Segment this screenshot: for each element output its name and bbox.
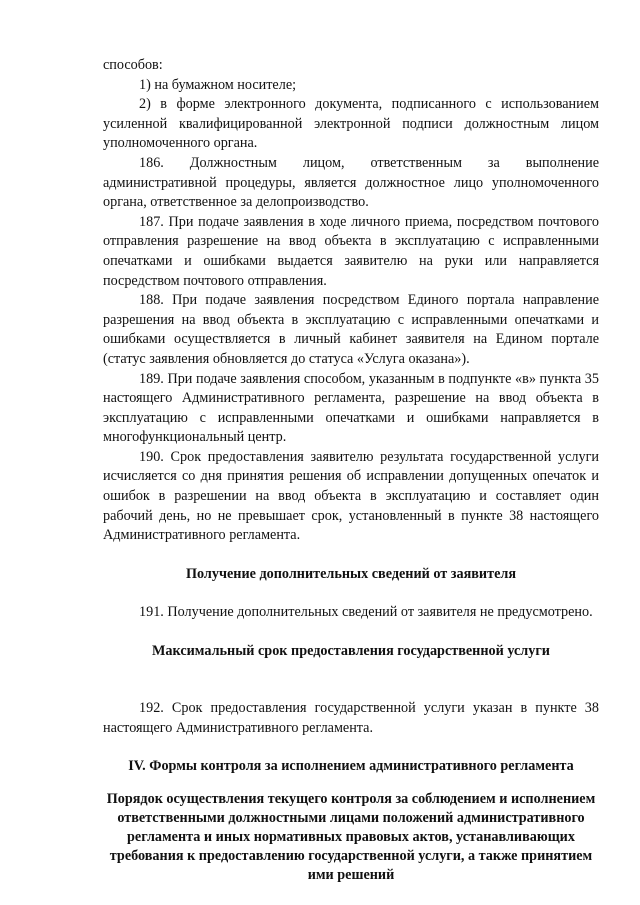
section-heading: Получение дополнительных сведений от заявителя [185, 565, 516, 582]
list-item: 1) на бумажном носителе; [139, 76, 297, 93]
section-heading: Максимальный срок предоставления государственной услуги [152, 643, 550, 660]
paragraph-189: 189. При подаче заявления способом, указанным в подпункте «в» пункта 35 настоящего Административного регламента, разрешение на ввод объекта в эксплуатацию с исправленными опечатками и ошибками направляется в многофункциональный центр. [103, 370, 599, 446]
paragraph-187: 187. При подаче заявления в ходе личного приема, посредством почтового отправления разрешение на ввод объекта в эксплуатацию с исправленными опечатками и ошибками выдается заявителю на руки или направляется посредством почтового отправления. [103, 213, 599, 289]
subsection-heading: Порядок осуществления текущего контроля за соблюдением и исполнением ответственными должностными лицами положений административного регламента и иных нормативных правовых актов, устанавливающих требования к предоставлению государственной услуги, а также принятием ими решений [106, 790, 596, 883]
paragraph-186: 186. Должностным лицом, ответственным за выполнение административной процедуры, является должностное лицо уполномоченного органа, ответственное за делопроизводство. [103, 154, 599, 211]
paragraph-192: 192. Срок предоставления государственной услуги указан в пункте 38 настоящего Административного регламента. [103, 700, 599, 737]
chapter-heading: IV. Формы контроля за исполнением административного регламента [128, 757, 574, 774]
text-line: способов: [103, 57, 163, 73]
list-item: 2) в форме электронного документа, подписанного с использованием усиленной квалифицированной электронной подписи должностным лицом уполномоченного органа. [103, 96, 599, 152]
paragraph-190: 190. Срок предоставления заявителю результата государственной услуги исчисляется со дня принятия решения об исправлении допущенных опечаток и ошибок в разрешении на ввод объекта в эксплуатацию и составляет один рабочий день, но не превышает срок, установленный в пункте 38 настоящего Административного регламента. [103, 448, 599, 544]
paragraph-188: 188. При подаче заявления посредством Единого портала направление разрешения на ввод объекта в эксплуатацию с исправленными опечатками и ошибками осуществляется в личный кабинет заявителя на Едином портале (статус заявления обновляется до статуса «Услуга оказана»). [103, 292, 599, 367]
paragraph-191: 191. Получение дополнительных сведений от заявителя не предусмотрено. [139, 603, 593, 620]
document-page [103, 56, 599, 885]
